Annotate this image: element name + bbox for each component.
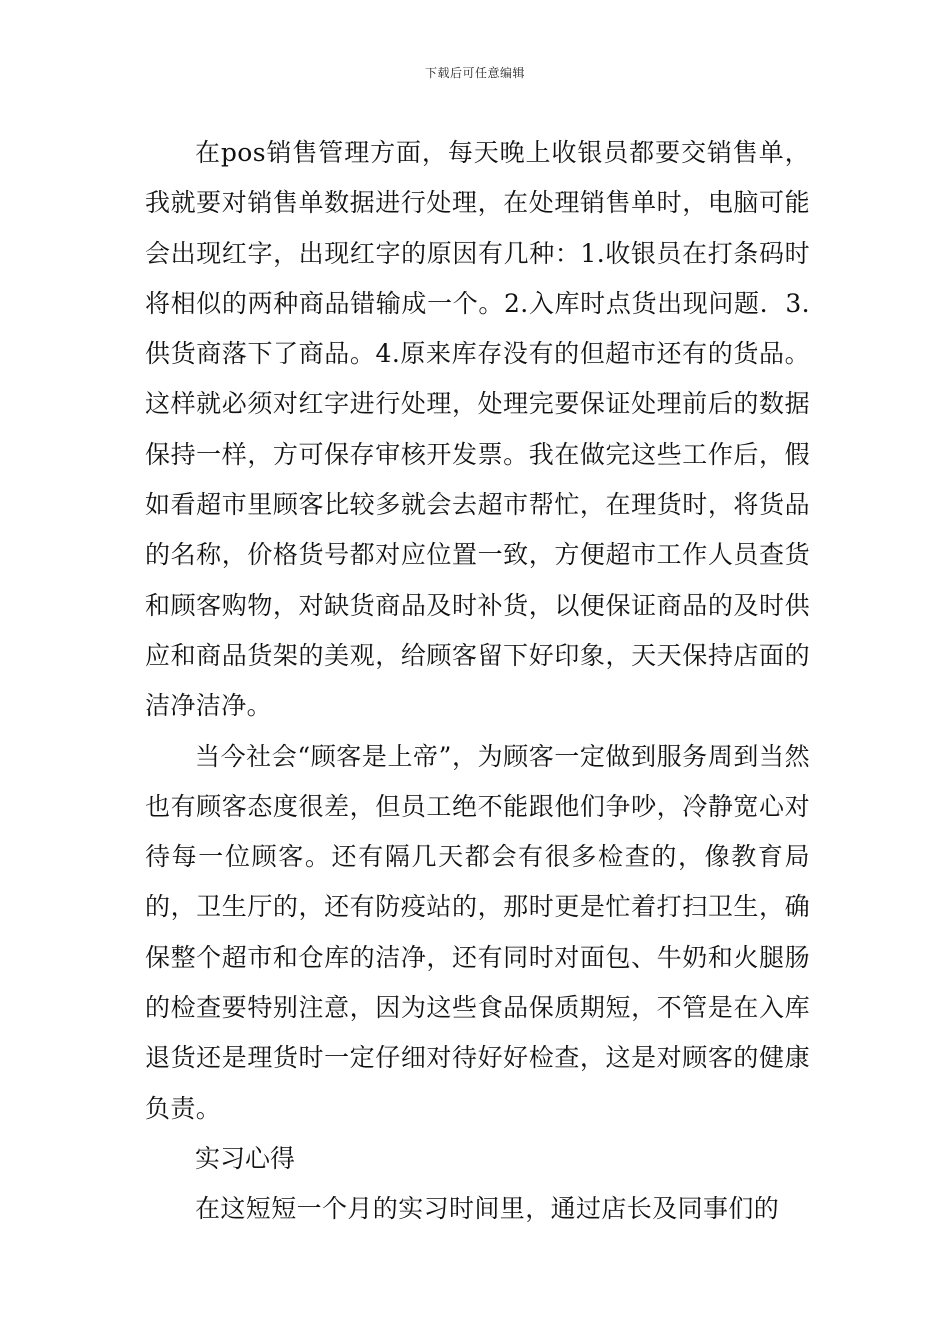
paragraph-internship-reflection: 在这短短一个月的实习时间里，通过店长及同事们的 bbox=[195, 1194, 780, 1224]
document-body bbox=[145, 128, 810, 1235]
paragraph-pos-sales: 在pos销售管理方面，每天晚上收银员都要交销售单，我就要对销售单数据进行处理，在处理销售单时，电脑可能会出现红字，出现红字的原因有几种：1.收银员在打条码时将相似的两种商品错输成一个。2.入库时点货出现问题．3.供货商落下了商品。4.原来库存没有的但超市还有的货品。这样就必须对红字进行处理，处理完要保证处理前后的数据保持一样，方可保存审核开发票。我在做完这些工作后，假如看超市里顾客比较多就会去超市帮忙，在理货时，将货品的名称，价格货号都对应位置一致，方便超市工作人员查货和顾客购物，对缺货商品及时补货，以便保证商品的及时供应和商品货架的美观，给顾客留下好印象，天天保持店面的洁净洁净。 bbox=[145, 138, 810, 721]
section-heading: 实习心得 bbox=[195, 1143, 296, 1173]
page-header-note: 下载后可任意编辑 bbox=[424, 66, 525, 80]
paragraph-customer-service: 当今社会“顾客是上帝”，为顾客一定做到服务周到当然也有顾客态度很差，但员工绝不能跟他们争吵，冷静宽心对待每一位顾客。还有隔几天都会有很多检查的，像教育局的，卫生厅的，还有防疫站的，那时更是忙着打扫卫生，确保整个超市和仓库的洁净，还有同时对面包、牛奶和火腿肠的检查要特别注意，因为这些食品保质期短，不管是在入库退货还是理货时一定仔细对待好好检查，这是对顾客的健康负责。 bbox=[145, 741, 810, 1123]
